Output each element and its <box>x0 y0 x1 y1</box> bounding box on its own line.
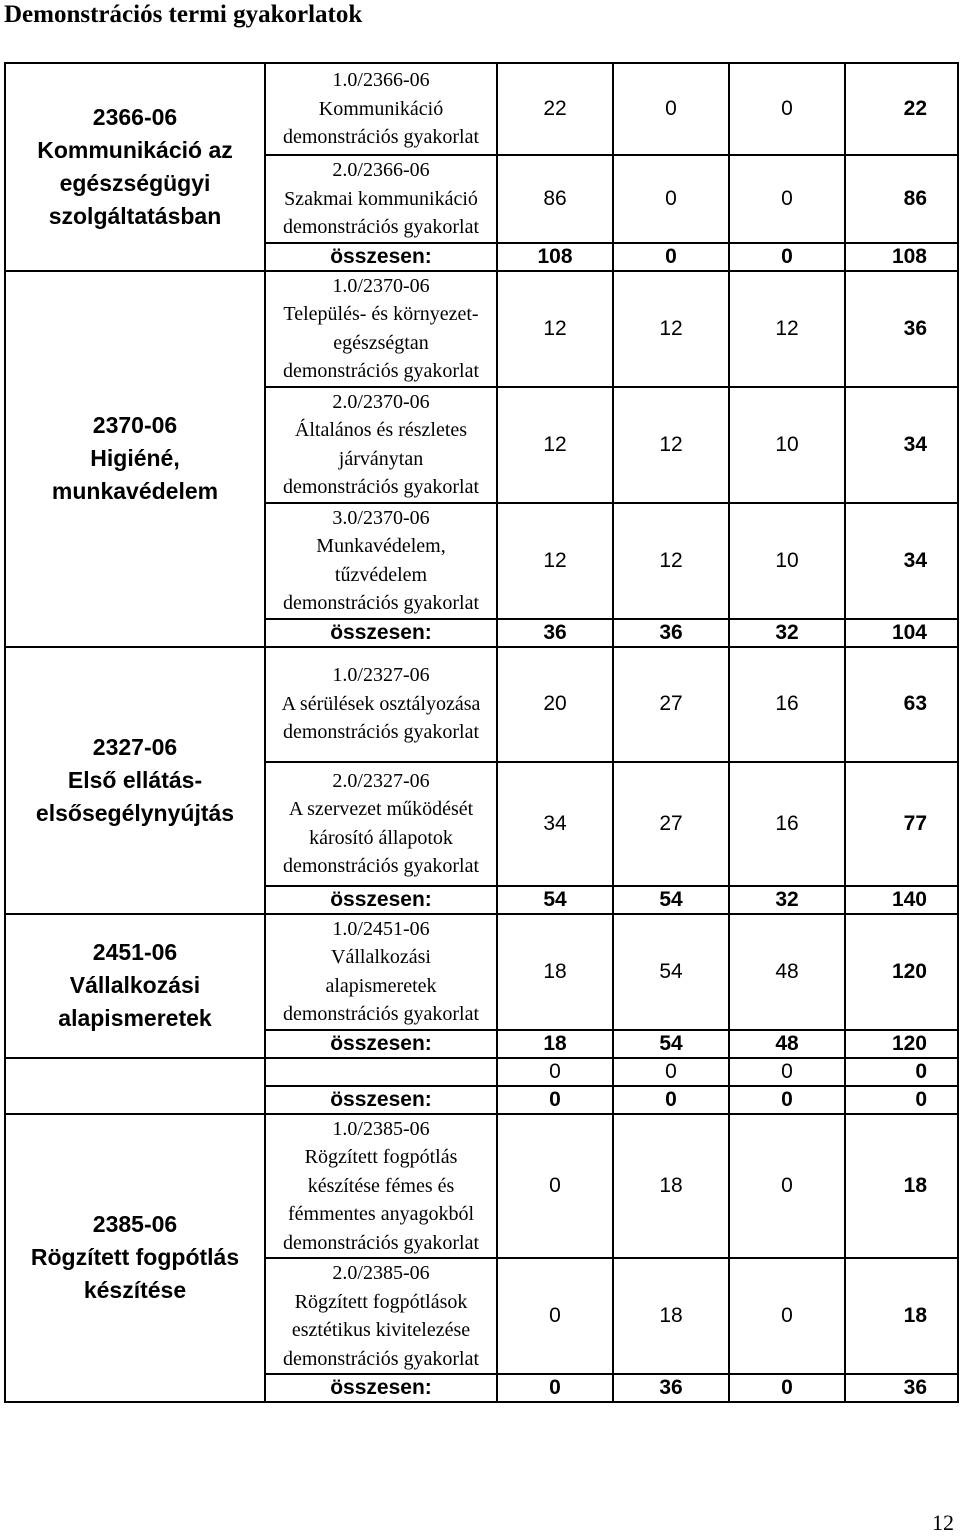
table-row <box>5 1058 958 1086</box>
subtotal-value: 0 <box>729 1086 845 1114</box>
table-row <box>5 1114 958 1259</box>
module-title-line: Kommunikáció az <box>37 136 233 163</box>
module-code: 2370-06 <box>92 412 178 438</box>
practice-title-line: Rögzített fogpótlás <box>304 1146 458 1168</box>
total-cell: 34 <box>845 387 958 503</box>
module-title-line: elsősegélynyújtás <box>35 799 235 826</box>
value-cell: 18 <box>613 1114 729 1259</box>
module-cell-2451 <box>5 914 265 1058</box>
module-title-line: munkavédelem <box>51 478 219 504</box>
total-cell: 120 <box>845 914 958 1030</box>
value-cell: 0 <box>497 1058 613 1086</box>
practice-hours-table <box>4 62 959 1403</box>
subtotal-value: 0 <box>497 1374 613 1402</box>
practice-code: 1.0/2451-06 <box>332 917 430 940</box>
subtotal-total: 104 <box>845 619 958 647</box>
value-cell: 10 <box>729 387 845 503</box>
value-cell: 12 <box>729 271 845 387</box>
subtotal-value: 32 <box>729 886 845 914</box>
subtotal-value: 0 <box>613 243 729 271</box>
value-cell: 0 <box>729 155 845 243</box>
practice-name <box>265 1258 497 1374</box>
subtotal-label: összesen: <box>265 1374 497 1402</box>
module-title-line: készítése <box>83 1277 187 1304</box>
table-row <box>5 914 958 1030</box>
practice-title-line: Munkavédelem, <box>316 535 446 557</box>
module-code: 2385-06 <box>92 1211 178 1238</box>
practice-name <box>265 762 497 886</box>
total-cell: 18 <box>845 1258 958 1374</box>
practice-title-line: egészségtan <box>333 331 429 354</box>
total-cell: 36 <box>845 271 958 387</box>
practice-code: 1.0/2366-06 <box>332 69 430 92</box>
value-cell: 0 <box>613 63 729 155</box>
module-code: 2366-06 <box>92 103 178 130</box>
practice-title-line: demonstrációs gyakorlat <box>282 1347 480 1370</box>
subtotal-value: 18 <box>497 1030 613 1058</box>
subtotal-label: összesen: <box>265 1030 497 1058</box>
value-cell: 18 <box>497 914 613 1030</box>
total-cell: 77 <box>845 762 958 886</box>
value-cell: 12 <box>497 503 613 619</box>
practice-name <box>265 647 497 762</box>
subtotal-value: 54 <box>497 886 613 914</box>
practice-name <box>265 1114 497 1259</box>
value-cell: 48 <box>729 914 845 1030</box>
subtotal-value: 0 <box>497 1086 613 1114</box>
value-cell: 18 <box>613 1258 729 1374</box>
practice-title-line: demonstrációs gyakorlat <box>282 126 480 149</box>
practice-title-line: demonstrációs gyakorlat <box>282 476 480 498</box>
value-cell: 0 <box>729 1058 845 1086</box>
subtotal-value: 32 <box>729 619 845 647</box>
practice-title-line: alapismeretek <box>325 974 437 997</box>
practice-name <box>265 503 497 619</box>
subtotal-value: 54 <box>613 886 729 914</box>
subtotal-value: 108 <box>497 243 613 271</box>
practice-title-line: Település- és környezet- <box>283 303 479 325</box>
practice-code: 1.0/2370-06 <box>332 274 430 297</box>
table-row <box>5 63 958 155</box>
practice-title-line: demonstrációs gyakorlat <box>282 855 480 877</box>
practice-title-line: Rögzített fogpótlások <box>294 1290 468 1313</box>
practice-title-line: készítése fémes és <box>307 1174 455 1197</box>
practice-name <box>265 63 497 155</box>
subtotal-label: összesen: <box>265 1086 497 1114</box>
practice-name <box>265 387 497 503</box>
practice-title-line: demonstrációs gyakorlat <box>282 1003 480 1025</box>
subtotal-label: összesen: <box>265 886 497 914</box>
practice-code: 2.0/2370-06 <box>332 390 430 413</box>
practice-name <box>265 1058 497 1086</box>
subtotal-value: 36 <box>613 1374 729 1402</box>
module-title-line: szolgáltatásban <box>48 202 222 229</box>
value-cell: 54 <box>613 914 729 1030</box>
value-cell: 0 <box>729 1258 845 1374</box>
value-cell: 86 <box>497 155 613 243</box>
practice-title-line: tűzvédelem <box>334 563 428 586</box>
module-cell-2385 <box>5 1114 265 1403</box>
practice-code: 1.0/2327-06 <box>332 664 430 687</box>
value-cell: 12 <box>613 503 729 619</box>
practice-name <box>265 155 497 243</box>
module-code: 2327-06 <box>92 733 178 760</box>
subtotal-total: 140 <box>845 886 958 914</box>
module-title-line: Rögzített fogpótlás <box>30 1244 240 1271</box>
value-cell: 12 <box>613 387 729 503</box>
subtotal-value: 0 <box>613 1086 729 1114</box>
subtotal-label: összesen: <box>265 619 497 647</box>
value-cell: 16 <box>729 647 845 762</box>
value-cell: 0 <box>613 155 729 243</box>
total-cell: 63 <box>845 647 958 762</box>
total-cell: 0 <box>845 1058 958 1086</box>
module-title-line: alapismeretek <box>58 1005 212 1031</box>
practice-title-line: demonstrációs gyakorlat <box>282 592 480 614</box>
value-cell: 10 <box>729 503 845 619</box>
practice-title-line: A sérülések osztályozása <box>281 692 481 715</box>
value-cell: 0 <box>729 1114 845 1259</box>
practice-title-line: fémmentes anyagokból <box>287 1203 475 1225</box>
table-row <box>5 647 958 762</box>
module-cell-2366 <box>5 63 265 271</box>
value-cell: 0 <box>613 1058 729 1086</box>
page-number: 12 <box>932 1510 954 1535</box>
module-title-line: Első ellátás- <box>67 766 203 793</box>
practice-code: 2.0/2327-06 <box>332 769 430 792</box>
page-title: Demonstrációs termi gyakorlatok <box>4 1 363 28</box>
practice-title-line: Szakmai kommunikáció <box>284 187 478 210</box>
subtotal-value: 0 <box>729 1374 845 1402</box>
total-cell: 18 <box>845 1114 958 1259</box>
practice-title-line: demonstrációs gyakorlat <box>282 1231 480 1254</box>
subtotal-total: 120 <box>845 1030 958 1058</box>
module-cell-2327 <box>5 647 265 914</box>
practice-title-line: Kommunikáció <box>318 97 444 120</box>
practice-name <box>265 271 497 387</box>
subtotal-value: 48 <box>729 1030 845 1058</box>
value-cell: 0 <box>729 63 845 155</box>
practice-title-line: járványtan <box>338 447 424 470</box>
practice-title-line: esztétikus kivitelezése <box>291 1319 471 1341</box>
practice-code: 2.0/2385-06 <box>332 1262 430 1284</box>
subtotal-value: 0 <box>729 243 845 271</box>
module-title-line: Higiéné, <box>90 445 180 471</box>
practice-title-line: károsító állapotok <box>309 826 453 849</box>
practice-title-line: demonstrációs gyakorlat <box>282 721 480 744</box>
practice-code: 1.0/2385-06 <box>332 1117 430 1140</box>
subtotal-total: 108 <box>845 243 958 271</box>
value-cell: 22 <box>497 63 613 155</box>
value-cell: 12 <box>497 387 613 503</box>
practice-code: 3.0/2370-06 <box>332 506 430 529</box>
practice-title-line: demonstrációs gyakorlat <box>282 360 480 382</box>
module-title-line: egészségügyi <box>59 169 211 196</box>
subtotal-label: összesen: <box>265 243 497 271</box>
value-cell: 27 <box>613 762 729 886</box>
practice-title-line: Vállalkozási <box>331 946 431 968</box>
practice-title-line: Általános és részletes <box>294 419 468 441</box>
practice-code: 2.0/2366-06 <box>332 159 430 181</box>
total-cell: 34 <box>845 503 958 619</box>
value-cell: 27 <box>613 647 729 762</box>
module-cell-empty <box>5 1058 265 1114</box>
subtotal-total: 36 <box>845 1374 958 1402</box>
subtotal-value: 36 <box>497 619 613 647</box>
practice-title-line: A szervezet működését <box>288 798 474 820</box>
subtotal-value: 36 <box>613 619 729 647</box>
module-cell-2370 <box>5 271 265 647</box>
total-cell: 22 <box>845 63 958 155</box>
module-title-line: Vállalkozási <box>69 972 201 998</box>
value-cell: 0 <box>497 1258 613 1374</box>
value-cell: 16 <box>729 762 845 886</box>
total-cell: 86 <box>845 155 958 243</box>
practice-name <box>265 914 497 1030</box>
value-cell: 34 <box>497 762 613 886</box>
subtotal-total: 0 <box>845 1086 958 1114</box>
value-cell: 20 <box>497 647 613 762</box>
value-cell: 12 <box>613 271 729 387</box>
value-cell: 12 <box>497 271 613 387</box>
value-cell: 0 <box>497 1114 613 1259</box>
module-code: 2451-06 <box>92 939 178 965</box>
subtotal-value: 54 <box>613 1030 729 1058</box>
table-row <box>5 271 958 387</box>
practice-title-line: demonstrációs gyakorlat <box>282 216 480 238</box>
